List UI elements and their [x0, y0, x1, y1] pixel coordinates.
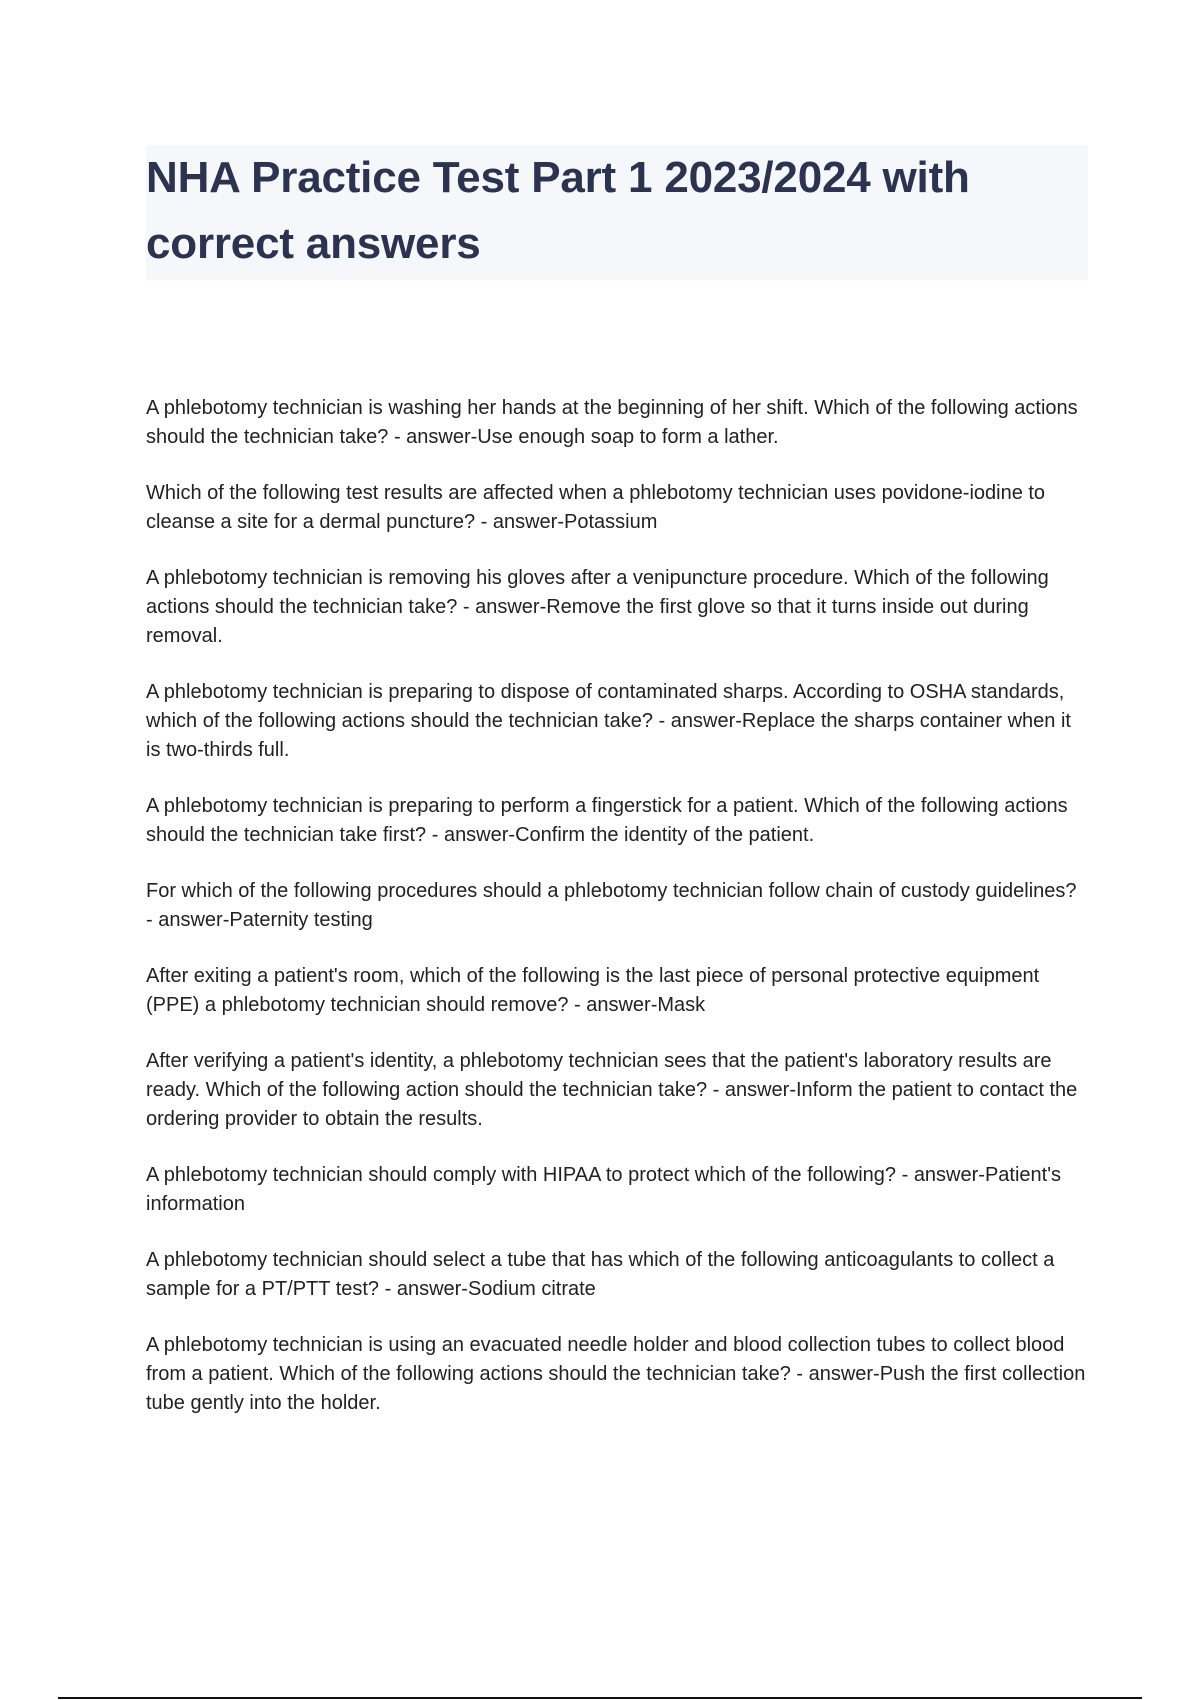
question-answer-list: [146, 394, 1086, 1445]
footer-divider: [58, 1697, 1142, 1699]
document-title: NHA Practice Test Part 1 2023/2024 with correct answers: [146, 153, 970, 268]
qa-item-5: A phlebotomy technician is preparing to perform a fingerstick for a patient. Which of the following actions should the technician take first? - answer-Confirm the identity of the patient.: [146, 795, 1068, 846]
qa-item-11: A phlebotomy technician is using an evacuated needle holder and blood collection tubes to collect blood from a patient. Which of the following actions should the technician take? - answer-Push the first collection tube gently into the holder.: [146, 1334, 1086, 1414]
qa-item-2: Which of the following test results are affected when a phlebotomy technician uses povidone-iodine to cleanse a site for a dermal puncture? - answer-Potassium: [146, 482, 1046, 533]
qa-item-4: A phlebotomy technician is preparing to dispose of contaminated sharps. According to OSHA standards, which of the following actions should the technician take? - answer-Replace the sharps container when it is two-thirds full.: [146, 681, 1071, 761]
qa-item-7: After exiting a patient's room, which of the following is the last piece of personal protective equipment (PPE) a phlebotomy technician should remove? - answer-Mask: [146, 965, 1040, 1016]
qa-item-10: A phlebotomy technician should select a tube that has which of the following anticoagulants to collect a sample for a PT/PTT test? - answer-Sodium citrate: [146, 1249, 1055, 1300]
qa-item-6: For which of the following procedures should a phlebotomy technician follow chain of custody guidelines? - answer-Paternity testing: [146, 880, 1077, 931]
qa-item-9: A phlebotomy technician should comply with HIPAA to protect which of the following? - answer-Patient's information: [146, 1164, 1062, 1215]
qa-item-8: After verifying a patient's identity, a phlebotomy technician sees that the patient's laboratory results are ready. Which of the following action should the technician take? - answer-Inform the patient to contact the ordering provider to obtain the results.: [146, 1050, 1078, 1130]
qa-item-1: A phlebotomy technician is washing her hands at the beginning of her shift. Which of the following actions should the technician take? - answer-Use enough soap to form a lather.: [146, 397, 1078, 448]
title-banner: [146, 145, 1088, 280]
qa-item-3: A phlebotomy technician is removing his gloves after a venipuncture procedure. Which of the following actions should the technician take? - answer-Remove the first glove so that it turns inside out during removal.: [146, 567, 1049, 647]
